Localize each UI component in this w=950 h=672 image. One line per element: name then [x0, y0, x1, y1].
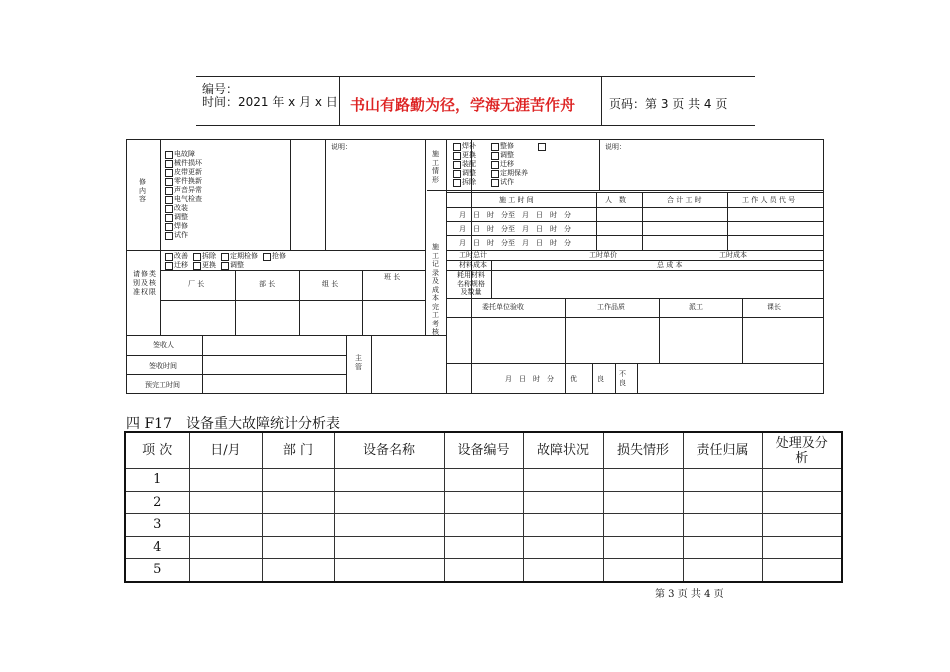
situation-item[interactable]: 定期保养 [491, 169, 547, 178]
situation-item[interactable]: 调整 [453, 169, 476, 178]
situation-item[interactable]: 试作 [491, 178, 547, 187]
material-names: 耗用材料 名称规格 及数量 [457, 271, 485, 296]
header-right-cell [601, 77, 755, 125]
receiver-label: 签收人 [153, 341, 174, 349]
hour-cost: 工时成本 [719, 251, 747, 259]
column-header: 故障状况 [523, 432, 603, 469]
repair-content-label: 修内容 [139, 178, 146, 203]
checkbox-icon[interactable] [165, 253, 173, 261]
checkbox-icon[interactable] [165, 187, 173, 195]
table-row [125, 536, 842, 559]
checkbox-icon[interactable] [538, 143, 546, 151]
repair-type-item[interactable]: 定期检修 [221, 252, 258, 261]
page-footer: 第 3 页 共 4 页 [655, 589, 724, 600]
planned-finish-label: 预完工时间 [145, 381, 180, 389]
fault-check-item[interactable]: 械件损坏 [165, 159, 202, 168]
situation-item[interactable]: 调整 [491, 151, 547, 160]
row-number: 1 [125, 469, 189, 492]
checkbox-icon[interactable] [165, 205, 173, 213]
fault-check-item[interactable]: 皮带更新 [165, 168, 202, 177]
situation-col2 [491, 142, 547, 187]
dept-manager-label: 部 长 [259, 280, 276, 288]
material-cost: 材料成本 [459, 261, 487, 269]
fault-check-item[interactable]: 调整 [165, 213, 202, 222]
time-header: 施 工 时 间 [499, 196, 534, 204]
section-chief-label: 课长 [767, 303, 781, 311]
accept-time: 月 日 时 分 [505, 375, 554, 383]
approval-label: 请修类别及核准权限 [133, 270, 157, 296]
column-header: 设备编号 [444, 432, 523, 469]
repair-type-checklist [165, 252, 286, 270]
row-number: 3 [125, 514, 189, 537]
situation-col1 [453, 142, 476, 187]
column-header: 设备名称 [334, 432, 444, 469]
good-label: 良 [597, 375, 604, 383]
fault-check-item[interactable]: 电故障 [165, 150, 202, 159]
checkbox-icon[interactable] [453, 152, 461, 160]
time-row: 月 日 时 分至 月 日 时 分 [459, 211, 571, 219]
situation-item[interactable]: 迁移 [491, 160, 547, 169]
plant-manager-label: 厂 长 [188, 280, 205, 288]
total-hours-header: 合 计 工 时 [667, 196, 702, 204]
checkbox-icon[interactable] [453, 179, 461, 187]
checkbox-icon[interactable] [453, 170, 461, 178]
table-row [125, 469, 842, 492]
checkbox-icon[interactable] [193, 253, 201, 261]
checkbox-icon[interactable] [453, 161, 461, 169]
dispatcher-label: 派工 [689, 303, 703, 311]
repair-type-item[interactable]: 更换 [193, 261, 216, 270]
checkbox-icon[interactable] [165, 262, 173, 270]
row-number: 5 [125, 559, 189, 582]
fault-check-item[interactable]: 零件换新 [165, 177, 202, 186]
checkbox-icon[interactable] [165, 223, 173, 231]
repair-note-label: 说明： [331, 143, 352, 151]
column-header: 部 门 [262, 432, 334, 469]
column-header: 日/月 [189, 432, 262, 469]
checkbox-icon[interactable] [165, 151, 173, 159]
checkbox-icon[interactable] [491, 161, 499, 169]
situation-item[interactable]: 拆除 [453, 178, 476, 187]
checkbox-icon[interactable] [221, 253, 229, 261]
fault-check-item[interactable]: 声音异常 [165, 186, 202, 195]
time-label: 时间：2021 年 x 月 x 日 [202, 95, 338, 109]
work-quality-label: 工作品质 [597, 303, 625, 311]
table-header-row [125, 432, 842, 469]
group-leader-label: 组 长 [322, 280, 339, 288]
fault-check-item[interactable]: 试作 [165, 231, 202, 240]
motto-text: 书山有路勤为径，学海无涯苦作舟 [350, 96, 576, 114]
header-motto-cell [339, 77, 602, 125]
repair-form [126, 139, 824, 394]
stats-table-title: 四 F17 设备重大故障统计分析表 [126, 416, 340, 432]
checkbox-icon[interactable] [453, 143, 461, 151]
checkbox-icon[interactable] [165, 160, 173, 168]
checkbox-icon[interactable] [165, 232, 173, 240]
checkbox-icon[interactable] [491, 143, 499, 151]
excellent-label: 优 [570, 375, 577, 383]
worker-code-header: 工 作 人 员 代 号 [742, 196, 796, 204]
construction-situation-label: 施工情形 [432, 150, 439, 184]
record-label: 施工记录及成本完工考核 [432, 243, 439, 336]
situation-item[interactable]: 焊补 [453, 142, 476, 151]
receive-time-label: 签收时间 [149, 362, 177, 370]
repair-type-item[interactable]: 迁移 [165, 261, 188, 270]
accept-unit-label: 委托单位验收 [482, 303, 524, 311]
checkbox-icon[interactable] [165, 214, 173, 222]
column-header: 处理及分析 [762, 432, 842, 469]
situation-note-label: 说明： [605, 143, 626, 151]
table-row [125, 491, 842, 514]
persons-header: 人 数 [605, 196, 626, 204]
header-left-cell [196, 77, 340, 125]
checkbox-icon[interactable] [193, 262, 201, 270]
checkbox-icon[interactable] [165, 169, 173, 177]
page-code: 页码：第 3 页 共 4 页 [609, 97, 728, 111]
column-header: 项 次 [125, 432, 189, 469]
stats-table [124, 431, 843, 583]
repair-type-item[interactable]: 抢修 [263, 252, 286, 261]
row-number: 2 [125, 491, 189, 514]
total-cost: 总 成 本 [657, 261, 683, 269]
table-row [125, 559, 842, 582]
unit-price: 工时单价 [589, 251, 617, 259]
supervisor-label: 主管 [355, 354, 362, 371]
number-label: 编号： [202, 82, 239, 96]
checkbox-icon[interactable] [165, 178, 173, 186]
row-number: 4 [125, 536, 189, 559]
fault-check-item[interactable]: 电气检查 [165, 195, 202, 204]
column-header: 责任归属 [683, 432, 762, 469]
checkbox-icon[interactable] [491, 152, 499, 160]
table-row [125, 514, 842, 537]
situation-item[interactable]: 更换 [453, 151, 476, 160]
time-row: 月 日 时 分至 月 日 时 分 [459, 225, 571, 233]
fault-check-item[interactable]: 改装 [165, 204, 202, 213]
column-header: 损失情形 [603, 432, 683, 469]
page-header [196, 76, 755, 126]
repair-type-item[interactable]: 拆除 [193, 252, 216, 261]
bad-label: 不良 [619, 370, 626, 387]
repair-type-item[interactable]: 调整 [221, 261, 244, 270]
checkbox-icon[interactable] [491, 179, 499, 187]
shift-leader-label: 班 长 [384, 273, 401, 281]
checkbox-icon[interactable] [165, 196, 173, 204]
time-row: 月 日 时 分至 月 日 时 分 [459, 239, 571, 247]
situation-item[interactable]: 装配 [453, 160, 476, 169]
checkbox-icon[interactable] [263, 253, 271, 261]
work-hours-total: 工时总计 [459, 251, 487, 259]
fault-check-item[interactable]: 焊修 [165, 222, 202, 231]
situation-item[interactable]: 整修 [491, 142, 547, 151]
repair-type-item[interactable]: 改善 [165, 252, 188, 261]
fault-checklist [165, 150, 202, 240]
checkbox-icon[interactable] [221, 262, 229, 270]
checkbox-icon[interactable] [491, 170, 499, 178]
